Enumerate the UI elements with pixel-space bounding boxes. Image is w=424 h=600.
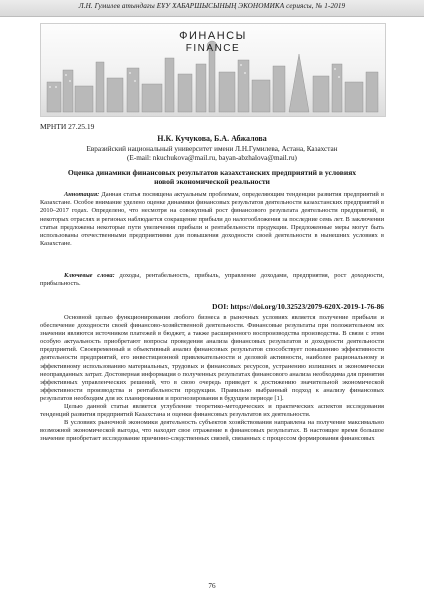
page-number: 76: [208, 582, 216, 590]
keywords-label: Ключевые слова:: [64, 272, 115, 279]
abstract-text: Данная статья посвящена актуальным проблемам, определяющим тенденции развития предприятий в Казахстане. Особое внимание уделено оценке динамики финансовых результатов деятельности казахстанских предприятий в 2010–2017 годах. Определено, что несмотря на совокупный рост финансового результата деятельности предприятий, в некоторых отраслях и регионах наблюдается сокращение прибыли до налогообложения за последние семь лет. В заключении статьи предложены некоторые пути увеличения прибыли и рентабельности продукции. Предложенные меры могут быть использованы отечественными предприятиями для повышения доходности своей деятельности в нынешних условиях в Казахстане.: [40, 191, 384, 248]
doi-link[interactable]: DOI: https://doi.org/10.32523/2079-620X-2019-1-76-86: [212, 302, 384, 311]
abstract: [40, 191, 384, 248]
abstract-label: Аннотация:: [64, 191, 100, 198]
article-title: Оценка динамики финансовых результатов казахстанских предприятий в условиях новой экономической реальности: [67, 168, 357, 186]
journal-header-bar: [0, 0, 424, 17]
section-title: ФИНАНСЫ: [179, 30, 247, 42]
authors: Н.К. Кучукова, Б.А. Абжалова: [157, 134, 267, 143]
journal-title: Л.Н. Гумилев атындағы ЕҰУ ХАБАРШЫСЫНЫҢ ЭКОНОМИКА сериясы, № 1-2019: [78, 2, 346, 10]
body-paragraph: В условиях рыночной экономики деятельность субъектов хозяйствования направлена на получение максимально возможной экономической выгоды, что находит свое отражение в финансовых результатах. В настоящее время большое значение приобретает исследование причинно-следственных связей, связанных с процессом формирования финансовых: [40, 419, 384, 443]
keywords-text: доходы, рентабельность, прибыль, управление доходами, предприятия, рост доходности, прибыльность.: [40, 272, 385, 288]
mrnti-code: МРНТИ 27.25.19: [40, 122, 95, 131]
body-paragraph: Целью данной статьи является углубление теоретико-методических и практических аспектов исследования тенденций развития предприятий Казахстана и оценки финансовых результатов их деятельности.: [40, 403, 384, 419]
affiliation: [40, 145, 384, 163]
section-subtitle: FINANCE: [185, 43, 241, 54]
affiliation-university: Евразийский национальный университет имени Л.Н.Гумилева, Астана, Казахстан: [86, 145, 338, 153]
article-body: [40, 314, 384, 444]
keywords: [40, 272, 384, 288]
section-banner: [40, 23, 386, 117]
affiliation-email: (E-mail: nkuchukova@mail.ru, bayan-abzhalova@mail.ru): [127, 154, 297, 162]
body-paragraph: Основной целью функционирования любого бизнеса в рыночных условиях является получение прибыли и обеспечение доходности своей финансово-хозяйственной деятельности. Финансовые результаты при положительном их значении являются источником платежей в бюджет, а также расширенного воспроизводства производства. В связи с этим особую актуальность приобретают вопросы проведения анализа финансовых результатов и доходности деятельности предприятий. Своевременный и объективный анализ финансовых результатов способствует повышению эффективности деятельности предприятий, его инвестиционной привлекательности и деловой активности, наиболее рациональному и эффективному использованию материальных, трудовых и финансовых ресурсов, устранению излишних и экономически неоправданных затрат. Достоверная информация о полученных результатах финансового анализа необходима для принятия эффективных управленческих решений, что в свою очередь приведет к достижению значительной экономической эффективности производства и рентабельности продукции. Правильно выбранный подход к анализу финансовых результатов необходим для их планирования и прогнозирования в будущем периоде [1].: [40, 314, 384, 402]
